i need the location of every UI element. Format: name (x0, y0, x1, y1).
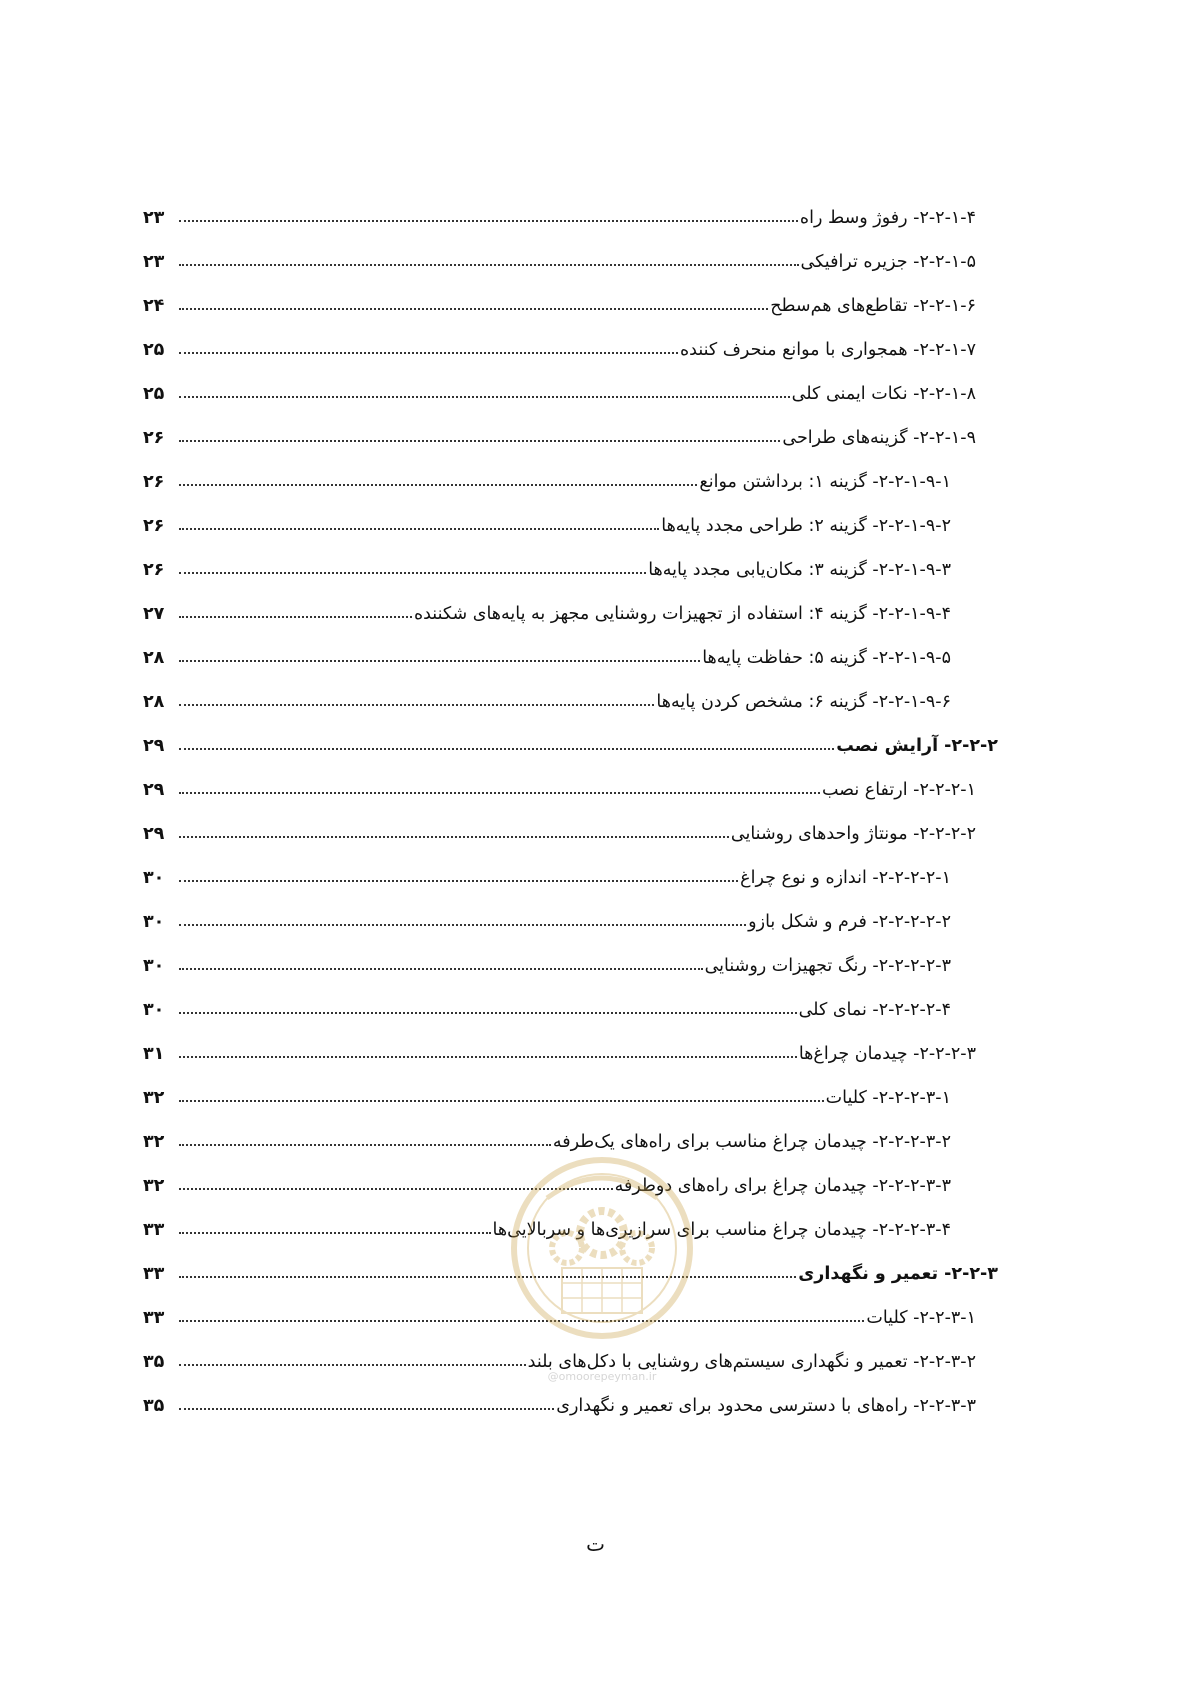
dot-leader (179, 1364, 526, 1366)
toc-entry-page: ۲۶ (143, 472, 165, 492)
toc-entry[interactable] (143, 900, 951, 934)
toc-entry[interactable] (143, 196, 976, 230)
toc-entry[interactable] (143, 724, 998, 758)
dot-leader (179, 968, 703, 970)
toc-entry-label: ۲-۲-۲-۲-۴- نمای کلی (798, 1000, 951, 1020)
toc-entry[interactable] (143, 636, 951, 670)
toc-entry-label: ۲-۲-۲-۲- مونتاژ واحدهای روشنایی (730, 824, 976, 844)
dot-leader (179, 1276, 796, 1278)
toc-entry[interactable] (143, 1032, 976, 1066)
toc-entry-label: ۲-۲-۲-۳-۴- چیدمان چراغ مناسب برای سرازیری‌ها و سربالایی‌ها (492, 1220, 951, 1240)
toc-entry-page: ۲۷ (143, 604, 165, 624)
toc-entry[interactable] (143, 680, 951, 714)
watermark-url: @omoorepeyman.ir (547, 1370, 657, 1383)
toc-entry-label: ۲-۲-۱-۴- رفوژ وسط راه (799, 208, 976, 228)
toc-entry-page: ۲۵ (143, 340, 165, 360)
dot-leader (179, 924, 746, 926)
toc-entry-label: ۲-۲-۲-۱- ارتفاع نصب (821, 780, 976, 800)
toc-entry-page: ۳۰ (143, 868, 165, 888)
dot-leader (179, 660, 700, 662)
dot-leader (179, 308, 768, 310)
toc-entry[interactable] (143, 460, 951, 494)
dot-leader (179, 704, 654, 706)
toc-entry[interactable] (143, 768, 976, 802)
toc-entry-page: ۳۲ (143, 1176, 165, 1196)
toc-entry-label: ۲-۲-۲-۳-۳- چیدمان چراغ برای راه‌های دوطرفه (614, 1176, 951, 1196)
dot-leader (179, 352, 678, 354)
dot-leader (179, 484, 697, 486)
page-number: ت (586, 1532, 605, 1556)
toc-entry-label: ۲-۲-۳- تعمیر و نگهداری (798, 1264, 998, 1284)
toc-entry-page: ۳۳ (143, 1264, 165, 1284)
toc-entry-label: ۲-۲-۲-۳-۱- کلیات (825, 1088, 951, 1108)
toc-entry-page: ۳۲ (143, 1088, 165, 1108)
dot-leader (179, 880, 738, 882)
toc-entry[interactable] (143, 504, 951, 538)
toc-entry[interactable] (143, 1076, 951, 1110)
toc-entry[interactable] (143, 1296, 976, 1330)
toc-entry-label: ۲-۲-۱-۶- تقاطع‌های هم‌سطح (770, 296, 976, 316)
dot-leader (179, 440, 780, 442)
toc-entry-page: ۲۶ (143, 428, 165, 448)
toc-entry-page: ۲۸ (143, 648, 165, 668)
toc-entry-label: ۲-۲-۱-۵- جزیره ترافیکی (800, 252, 976, 272)
toc-entry-page: ۳۵ (143, 1352, 165, 1372)
toc-entry-label: ۲-۲-۱-۹-۱- گزینه ۱: برداشتن موانع (699, 472, 951, 492)
toc-entry[interactable] (143, 944, 951, 978)
toc-entry-label: ۲-۲-۲-۲-۳- رنگ تجهیزات روشنایی (704, 956, 951, 976)
dot-leader (179, 1012, 797, 1014)
toc-entry[interactable] (143, 548, 951, 582)
dot-leader (179, 264, 799, 266)
toc-entry-label: ۲-۲-۱-۹-۵- گزینه ۵: حفاظت پایه‌ها (702, 648, 951, 668)
dot-leader (179, 792, 820, 794)
toc-entry[interactable] (143, 812, 976, 846)
toc-entry-label: ۲-۲-۱-۸- نکات ایمنی کلی (791, 384, 976, 404)
toc-entry-label: ۲-۲-۱-۹-۲- گزینه ۲: طراحی مجدد پایه‌ها (661, 516, 951, 536)
dot-leader (179, 616, 412, 618)
toc-entry-page: ۲۵ (143, 384, 165, 404)
toc-entry-label: ۲-۲-۳-۳- راه‌های با دسترسی محدود برای تعمیر و نگهداری (556, 1396, 976, 1416)
toc-entry-page: ۳۲ (143, 1132, 165, 1152)
toc-entry[interactable] (143, 372, 976, 406)
toc-entry[interactable] (143, 1340, 976, 1374)
dot-leader (179, 1056, 797, 1058)
toc-entry-page: ۳۰ (143, 956, 165, 976)
toc-entry-label: ۲-۲-۱-۷- همجواری با موانع منحرف کننده (679, 340, 976, 360)
dot-leader (179, 1144, 551, 1146)
toc-entry-page: ۳۳ (143, 1220, 165, 1240)
dot-leader (179, 1320, 864, 1322)
toc-entry-page: ۲۶ (143, 560, 165, 580)
toc-entry-page: ۳۰ (143, 912, 165, 932)
dot-leader (179, 528, 659, 530)
toc-entry[interactable] (143, 988, 951, 1022)
dot-leader (179, 572, 646, 574)
toc-entry[interactable] (143, 1384, 976, 1418)
toc-entry[interactable] (143, 284, 976, 318)
toc-entry-page: ۳۱ (143, 1044, 165, 1064)
toc-entry[interactable] (143, 856, 951, 890)
toc-entry[interactable] (143, 240, 976, 274)
toc-entry-page: ۳۵ (143, 1396, 165, 1416)
toc-entry-label: ۲-۲-۲-۳- چیدمان چراغ‌ها (798, 1044, 976, 1064)
toc-entry-page: ۲۹ (143, 824, 165, 844)
toc-entry-label: ۲-۲-۲-۲-۲- فرم و شکل بازو (748, 912, 951, 932)
toc-entry-page: ۲۹ (143, 736, 165, 756)
toc-entry-page: ۲۸ (143, 692, 165, 712)
toc-entry[interactable] (143, 1208, 951, 1242)
toc-entry-page: ۲۶ (143, 516, 165, 536)
dot-leader (179, 1100, 824, 1102)
toc-entry[interactable] (143, 1164, 951, 1198)
toc-entry-page: ۲۴ (143, 296, 165, 316)
dot-leader (179, 836, 729, 838)
toc-entry[interactable] (143, 1120, 951, 1154)
toc-entry-label: ۲-۲-۳-۲- تعمیر و نگهداری سیستم‌های روشنایی با دکل‌های بلند (527, 1352, 976, 1372)
toc-entry[interactable] (143, 592, 951, 626)
toc-entry-label: ۲-۲-۲-۳-۲- چیدمان چراغ مناسب برای راه‌های یک‌طرفه (552, 1132, 951, 1152)
toc-entry-label: ۲-۲-۱-۹-۶- گزینه ۶: مشخص کردن پایه‌ها (656, 692, 951, 712)
dot-leader (179, 1408, 554, 1410)
toc-entry-label: ۲-۲-۱-۹- گزینه‌های طراحی (782, 428, 976, 448)
toc-entry[interactable] (143, 328, 976, 362)
toc-entry-label: ۲-۲-۳-۱- کلیات (866, 1308, 976, 1328)
dot-leader (179, 220, 798, 222)
toc-entry[interactable] (143, 1252, 998, 1286)
toc-entry[interactable] (143, 416, 976, 450)
toc-entry-page: ۳۳ (143, 1308, 165, 1328)
toc-entry-label: ۲-۲-۱-۹-۴- گزینه ۴: استفاده از تجهیزات روشنایی مجهز به پایه‌های شکننده (413, 604, 951, 624)
dot-leader (179, 1232, 491, 1234)
toc-entry-label: ۲-۲-۱-۹-۳- گزینه ۳: مکان‌یابی مجدد پایه‌ها (648, 560, 951, 580)
dot-leader (179, 748, 834, 750)
toc-entry-page: ۲۳ (143, 252, 165, 272)
toc-entry-page: ۲۳ (143, 208, 165, 228)
toc-entry-page: ۳۰ (143, 1000, 165, 1020)
toc-entry-label: ۲-۲-۲-۲-۱- اندازه و نوع چراغ (740, 868, 951, 888)
toc-entry-page: ۲۹ (143, 780, 165, 800)
dot-leader (179, 1188, 613, 1190)
toc-entry-label: ۲-۲-۲- آرایش نصب (836, 736, 998, 756)
dot-leader (179, 396, 790, 398)
